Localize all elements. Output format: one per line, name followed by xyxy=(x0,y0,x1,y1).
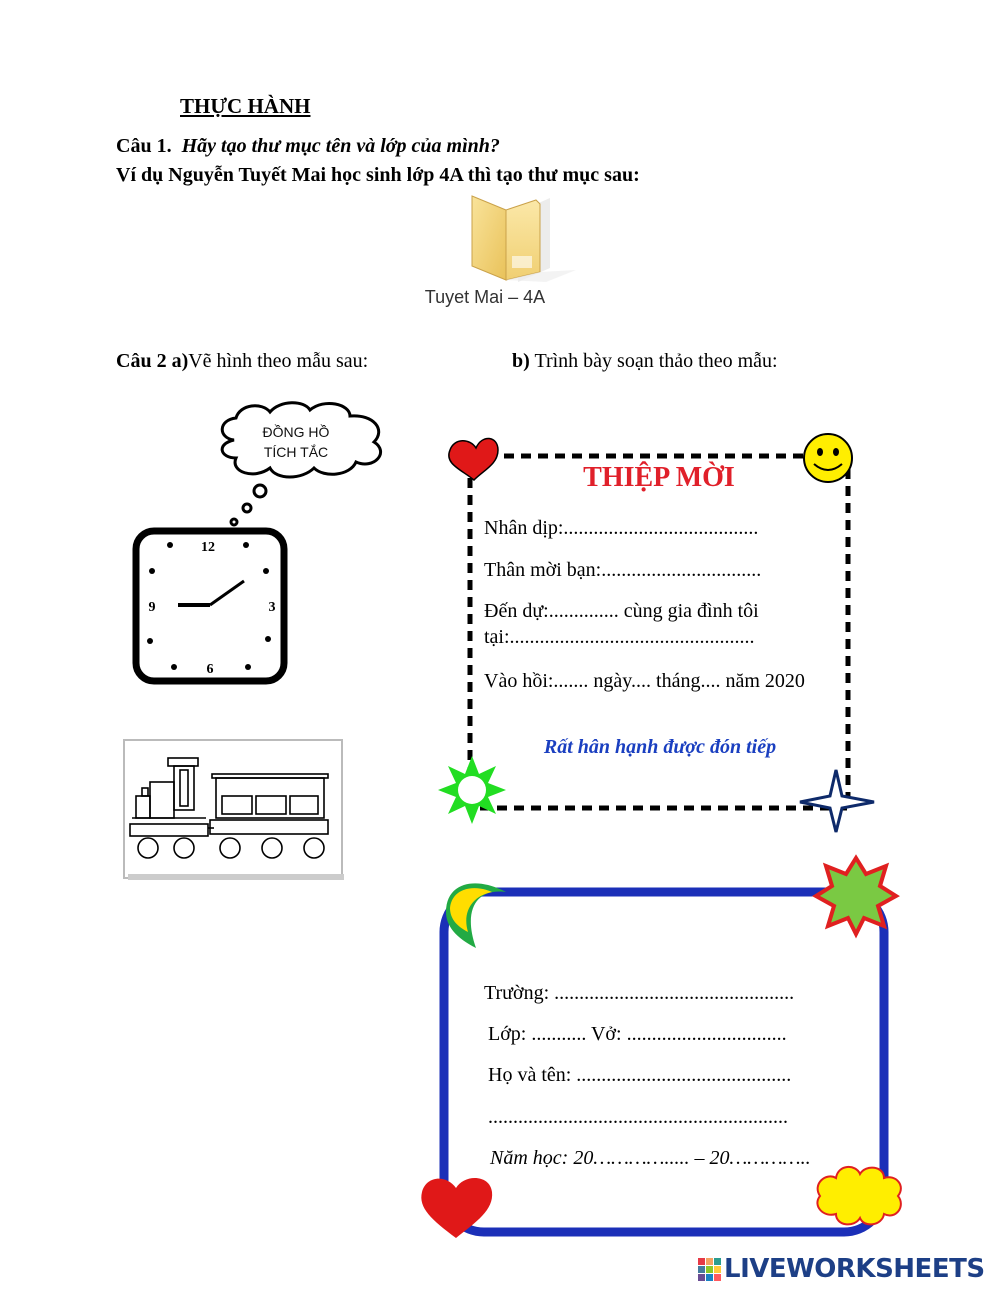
invitation-title: THIỆP MỜI xyxy=(583,462,735,493)
invitation-place: Đến dự:.............. cùng gia đình tôi tại:................................................. xyxy=(484,600,759,648)
label-school-year: Năm học: 20…………..... – 20………….. xyxy=(490,1147,811,1169)
clock-number-9: 9 xyxy=(148,600,156,615)
label-school: Trường: ................................................ xyxy=(484,982,795,1004)
question-2a-text: Vẽ hình theo mẫu sau: xyxy=(188,350,369,372)
question-2b-text: Trình bày soạn thảo theo mẫu: xyxy=(534,350,778,372)
liveworksheets-logo-icon xyxy=(698,1258,722,1282)
question-2a-label: Câu 2 a) xyxy=(116,350,189,372)
thought-cloud xyxy=(214,400,394,530)
star-icon xyxy=(800,770,874,832)
label-class: Lớp: ........... Vở: ................................ xyxy=(488,1023,787,1045)
question-2a xyxy=(116,350,368,373)
sun-icon xyxy=(438,756,506,824)
invitation-guest: Thân mời bạn:................................ xyxy=(484,559,762,581)
invitation-time: Vào hồi:....... ngày.... tháng.... năm 2020 xyxy=(484,670,805,692)
folder-icon xyxy=(466,192,582,284)
page-title: THỰC HÀNH xyxy=(180,94,311,118)
label-name: Họ và tên: ........................................... xyxy=(488,1064,792,1086)
clock-number-3: 3 xyxy=(268,600,276,615)
question-1-example: Ví dụ Nguyễn Tuyết Mai học sinh lớp 4A thì tạo thư mục sau: xyxy=(116,164,640,186)
label-dots: ............................................................ xyxy=(488,1106,788,1128)
notebook-label-frame xyxy=(416,852,906,1248)
clock-icon xyxy=(132,527,290,687)
invitation-closing: Rất hân hạnh được đón tiếp xyxy=(543,736,777,758)
cloud-text: ĐỒNG HỒ TÍCH TẮC xyxy=(262,424,330,458)
invitation-occasion: Nhân dịp:....................................... xyxy=(484,517,759,539)
question-2b xyxy=(512,350,778,373)
train-drawing xyxy=(122,738,346,882)
question-1 xyxy=(116,135,500,158)
folder-label: Tuyet Mai – 4A xyxy=(424,287,546,307)
question-2b-label: b) xyxy=(512,350,530,372)
liveworksheets-logo[interactable]: LIVEWORKSHEETS xyxy=(724,1254,985,1284)
question-1-prompt: Hãy tạo thư mục tên và lớp của mình? xyxy=(181,135,500,157)
question-1-label: Câu 1. xyxy=(116,135,172,157)
starburst-icon xyxy=(816,858,896,934)
clock-number-6: 6 xyxy=(206,662,214,677)
clock-number-12: 12 xyxy=(201,540,215,555)
